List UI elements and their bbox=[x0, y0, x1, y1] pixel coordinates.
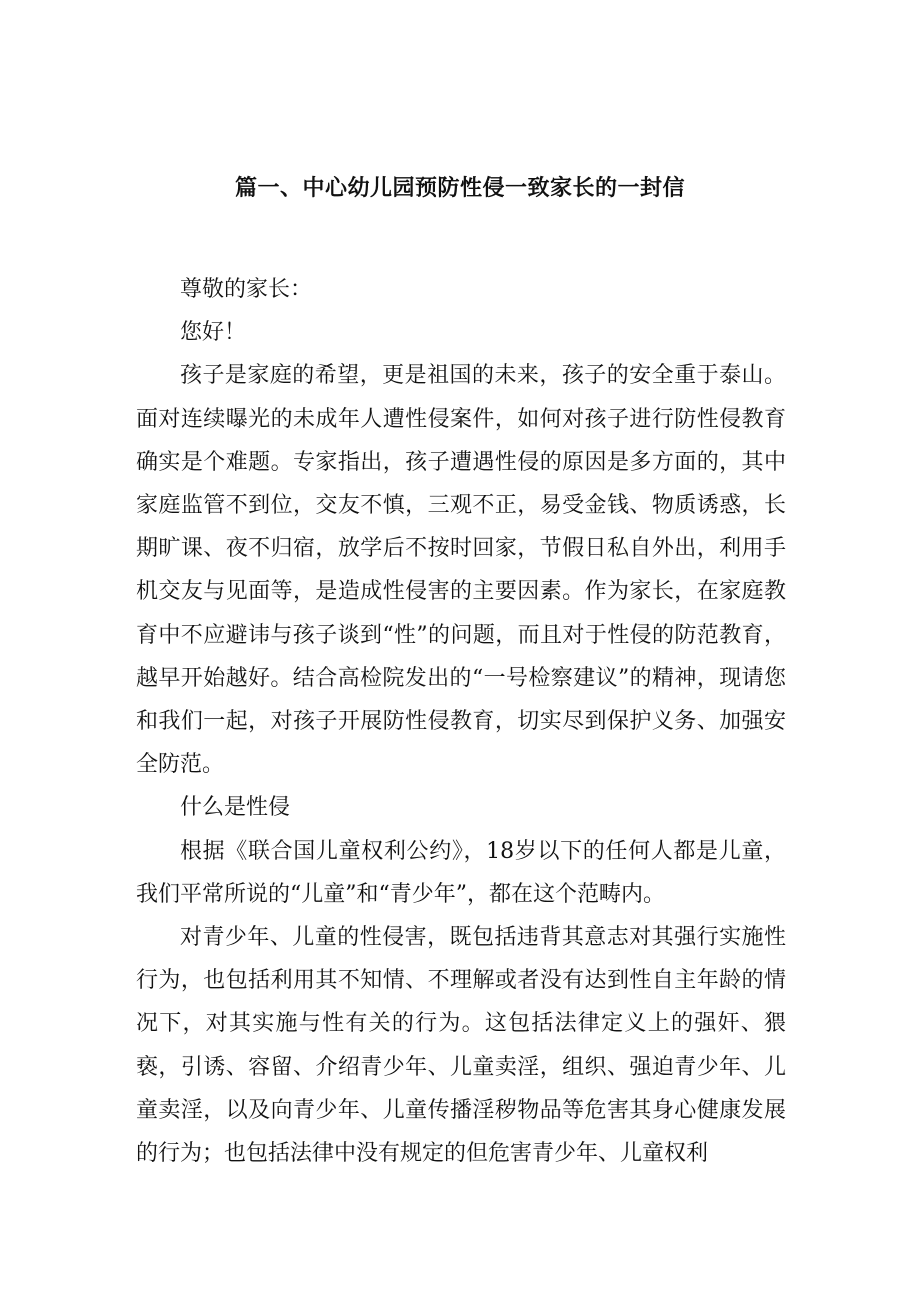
paragraph-scope: 对青少年、儿童的性侵害，既包括违背其意志对其强行实施性行为，也包括利用其不知情、不理解或者没有达到性自主年龄的情况下，对其实施与性有关的行为。这包括法律定义上的强奸、猥亵，引诱、容留、介绍青少年、儿童卖淫，组织、强迫青少年、儿童卖淫，以及向青少年、儿童传播淫秽物品等危害其身心健康发展的行为；也包括法律中没有规定的但危害青少年、儿童权利 bbox=[136, 925, 786, 1167]
paragraph-intro: 孩子是家庭的希望，更是祖国的未来，孩子的安全重于泰山。面对连续曝光的未成年人遭性侵案件，如何对孩子进行防性侵教育确实是个难题。专家指出，孩子遭遇性侵的原因是多方面的，其中家庭监管不到位，交友不慎，三观不正，易受金钱、物质诱惑，长期旷课、夜不归宿，放学后不按时回家，节假日私自外出，利用手机交友与见面等，是造成性侵害的主要因素。作为家长，在家庭教育中不应避讳与孩子谈到“性”的问题，而且对于性侵的防范教育，越早开始越好。结合高检院发出的“一号检察建议”的精神，现请您和我们一起，对孩子开展防性侵教育，切实尽到保护义务、加强安全防范。 bbox=[136, 363, 786, 778]
greeting: 您好！ bbox=[180, 320, 247, 346]
paragraph-definition: 根据《联合国儿童权利公约》，18岁以下的任何人都是儿童，我们平常所说的“儿童”和“青少年”，都在这个范畴内。 bbox=[136, 838, 786, 907]
section-heading: 什么是性侵 bbox=[180, 795, 291, 821]
document-title: 篇一、中心幼儿园预防性侵一致家长的一封信 bbox=[234, 175, 685, 201]
salutation: 尊敬的家长： bbox=[180, 277, 313, 302]
document-body bbox=[136, 268, 786, 1175]
